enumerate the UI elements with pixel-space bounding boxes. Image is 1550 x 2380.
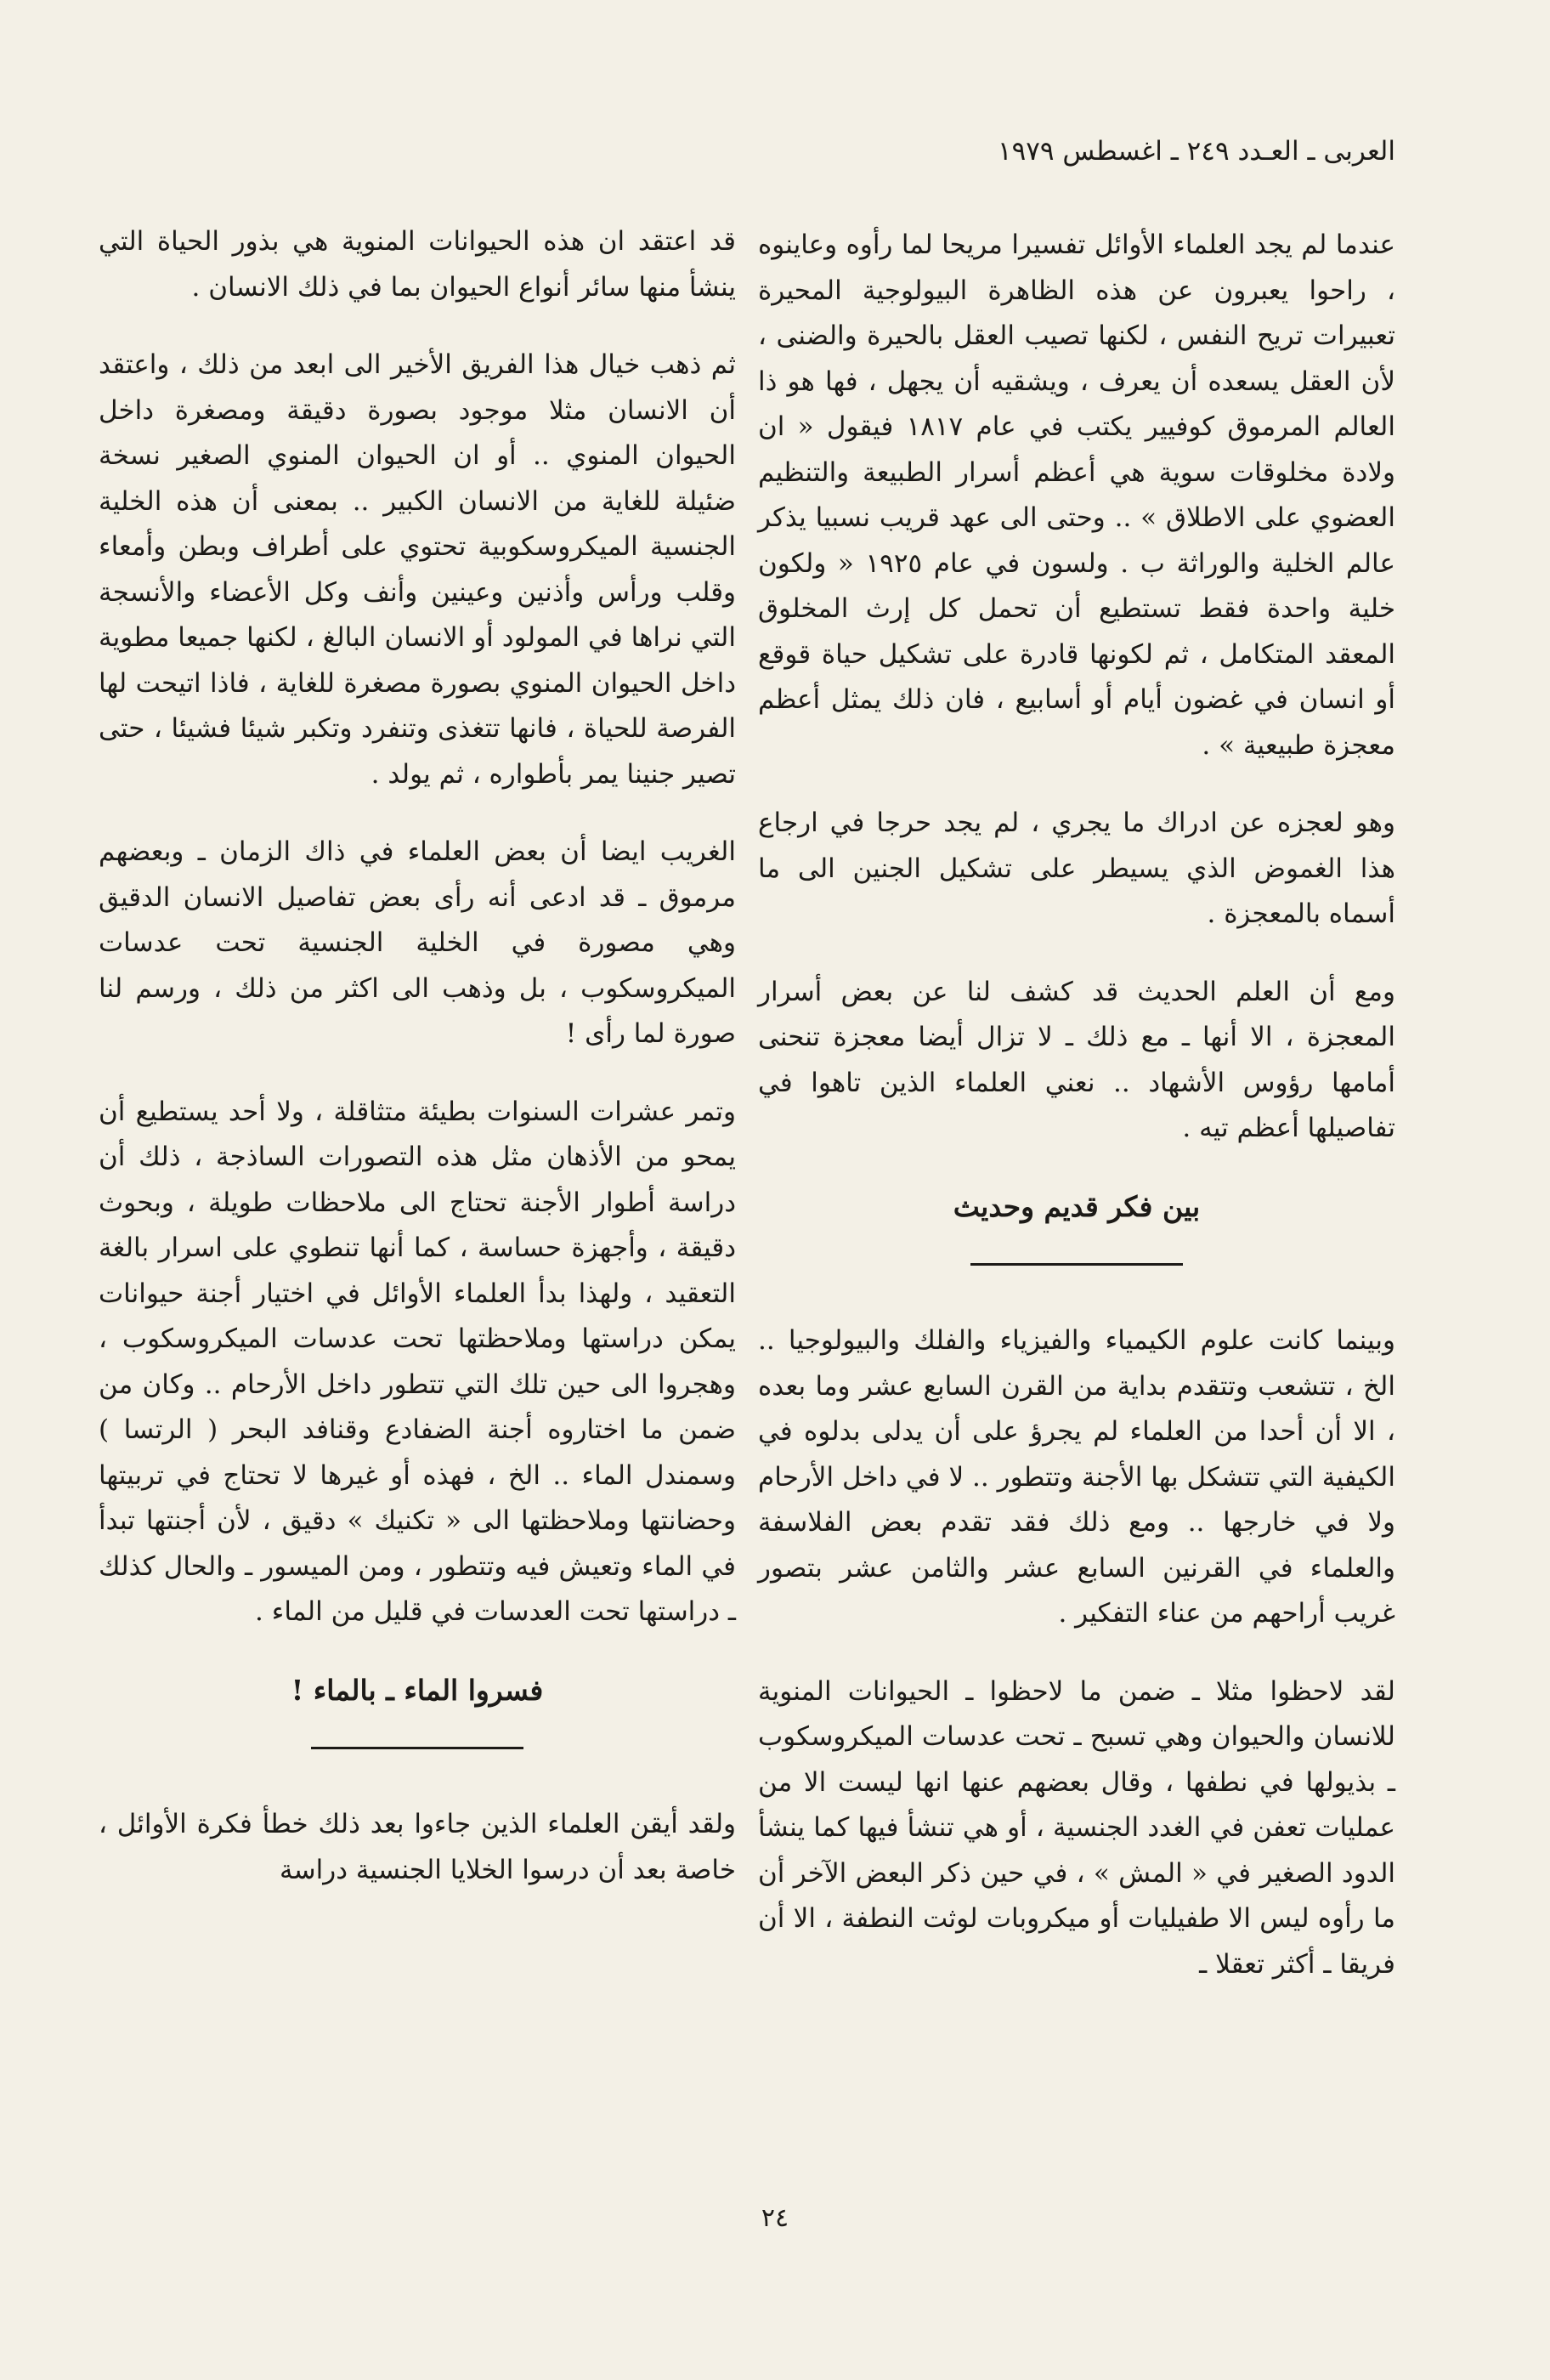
paragraph: ومع أن العلم الحديث قد كشف لنا عن بعض أسرار المعجزة ، الا أنها ـ مع ذلك ـ لا تزال أيضا معجزة تنحنى أمامها رؤوس الأشهاد .. نعني العلماء الذين تاهوا في تفاصيلها أعظم تيه . (758, 976, 1395, 1143)
paragraph: وهو لعجزه عن ادراك ما يجري ، لم يجد حرجا في ارجاع هذا الغموض الذي يسيطر على تشكيل الجنين الى ما أسماه بالمعجزة . (758, 808, 1395, 929)
paragraph: ولقد أيقن العلماء الذين جاءوا بعد ذلك خطأ فكرة الأوائل ، خاصة بعد أن درسوا الخلايا الجنسية دراسة (99, 1809, 736, 1885)
paragraph: وبينما كانت علوم الكيمياء والفيزياء والفلك والبيولوجيا .. الخ ، تتشعب وتتقدم بداية من القرن السابع عشر وما بعده ، الا أن أحدا من العلماء لم يجرؤ على أن يدلى بدلوه في الكيفية التي تتشكل بها الأجنة وتتطور .. لا في داخل الأرحام ولا في خارجها .. ومع ذلك فقد تقدم بعض الفلاسفة والعلماء في القرنين السابع عشر والثامن عشر بتصور غريب أراحهم من عناء التفكير . (758, 1325, 1395, 1629)
section-divider (970, 1263, 1183, 1266)
paragraph: قد اعتقد ان هذه الحيوانات المنوية هي بذور الحياة التي ينشأ منها سائر أنواع الحيوان بما في ذلك الانسان . (99, 226, 736, 303)
section-heading: فسروا الماء ـ بالماء ! (291, 1673, 544, 1707)
section-heading: بين فكر قديم وحديث (953, 1189, 1201, 1223)
page-number: ٢٤ (761, 2203, 789, 2233)
paragraph: وتمر عشرات السنوات بطيئة متثاقلة ، ولا أحد يستطيع أن يمحو من الأذهان مثل هذه التصورات الساذجة ، ذلك أن دراسة أطوار الأجنة تحتاج الى ملاحظات طويلة ، وبحوث دقيقة ، وأجهزة حساسة ، كما أنها تنطوي على اسرار بالغة التعقيد ، ولهذا بدأ العلماء الأوائل في اختيار أجنة حيوانات يمكن دراستها وملاحظتها تحت عدسات الميكروسكوب ، وهجروا الى حين تلك التي تتطور داخل الأرحام .. وكان من ضمن ما اختاروه أجنة الضفادع وقنافد البحر ( الرتسا ) وسمندل الماء .. الخ ، فهذه أو غيرها لا تحتاج في تربيتها وحضانتها وملاحظتها الى « تكنيك » دقيق ، لأن أجنتها تبدأ في الماء وتعيش فيه وتتطور ، ومن الميسور ـ والحال كذلك ـ دراستها تحت العدسات في قليل من الماء . (99, 1096, 736, 1627)
paragraph: عندما لم يجد العلماء الأوائل تفسيرا مريحا لما رأوه وعاينوه ، راحوا يعبرون عن هذه الظاهرة البيولوجية المحيرة تعبيرات تريح النفس ، لكنها تصيب العقل بالحيرة والضنى ، لأن العقل يسعده أن يعرف ، ويشقيه أن يجهل ، فها هو ذا العالم المرموق كوفيير يكتب في عام ١٨١٧ فيقول « ان ولادة مخلوقات سوية هي أعظم أسرار الطبيعة والتنظيم العضوي على الاطلاق » .. وحتى الى عهد قريب نسبيا يذكر عالم الخلية والوراثة ب . ولسون في عام ١٩٢٥ « ولكون خلية واحدة فقط تستطيع أن تحمل كل إرث المخلوق المعقد المتكامل ، ثم لكونها قادرة على تشكيل حياة قوقع أو انسان في غضون أيام أو أسابيع ، فان ذلك يمثل أعظم معجزة طبيعية » . (758, 230, 1395, 761)
paragraph: ثم ذهب خيال هذا الفريق الأخير الى ابعد من ذلك ، واعتقد أن الانسان مثلا موجود بصورة دقيقة ومصغرة داخل الحيوان المنوي .. أو ان الحيوان المنوي الصغير نسخة ضئيلة للغاية من الانسان الكبير .. بمعنى أن هذه الخلية الجنسية الميكروسكوبية تحتوي على أطراف وبطن وأمعاء وقلب ورأس وأذنين وعينين وأنف وكل الأعضاء والأنسجة التي نراها في المولود أو الانسان البالغ ، لكنها جميعا مطوية داخل الحيوان المنوي بصورة مصغرة للغاية ، فاذا اتيحت لها الفرصة للحياة ، فانها تتغذى وتنفرد وتكبر شيئا فشيئا ، حتى تصير جنينا يمر بأطواره ، ثم يولد . (99, 349, 736, 790)
right-column (758, 223, 1395, 2020)
paragraph: الغريب ايضا أن بعض العلماء في ذاك الزمان ـ وبعضهم مرموق ـ قد ادعى أنه رأى بعض تفاصيل الانسان الدقيق وهي مصورة في الخلية الجنسية تحت عدسات الميكروسكوب ، بل وذهب الى اكثر من ذلك ، ورسم لنا صورة لما رأى ! (99, 836, 736, 1049)
section-divider (311, 1747, 523, 1749)
running-header: العربى ـ العـدد ٢٤٩ ـ اغسطس ١٩٧٩ (997, 136, 1395, 167)
left-column (99, 219, 736, 1925)
paragraph: لقد لاحظوا مثلا ـ ضمن ما لاحظوا ـ الحيوانات المنوية للانسان والحيوان وهي تسبح ـ تحت عدسات الميكروسكوب ـ بذيولها في نطفها ، وقال بعضهم عنها انها ليست الا من عمليات تعفن في الغدد الجنسية ، أو هي تنشأ فيها كما ينشأ الدود الصغير في « المش » ، في حين ذكر البعض الآخر أن ما رأوه ليس الا طفيليات أو ميكروبات لوثت النطفة ، الا أن فريقا ـ أكثر تعقلا ـ (758, 1675, 1395, 1980)
